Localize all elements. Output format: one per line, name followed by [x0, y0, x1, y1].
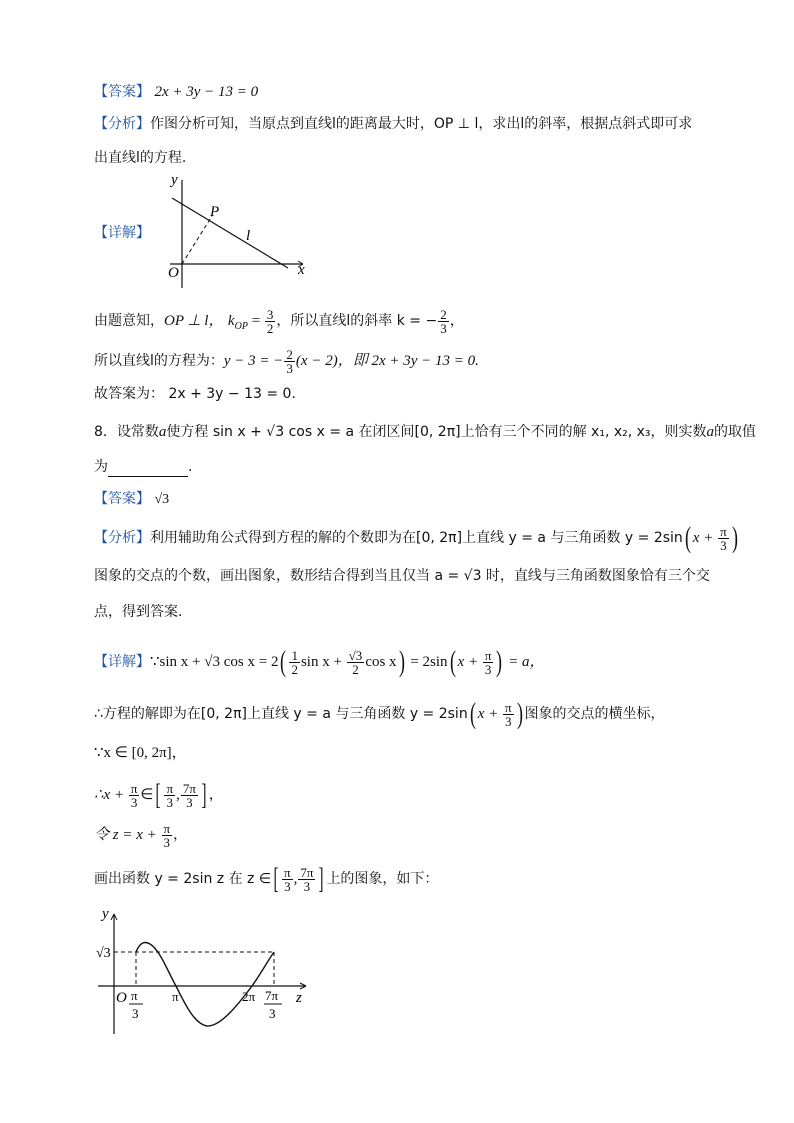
q7-answer-line	[94, 82, 258, 102]
q8-stem-e: 的取值	[714, 424, 757, 440]
left-paren: (	[684, 521, 691, 554]
q7-d1-c: ，所以直线l的斜率 k = −	[276, 313, 438, 329]
q7-d1-k: k	[227, 313, 235, 329]
frac-num: π	[130, 780, 138, 796]
q8-an1-inner: x +	[692, 530, 718, 546]
q8-answer-line	[94, 489, 169, 510]
frac-den: 3	[286, 360, 293, 376]
q8-d2-a: ∴方程的解即为在[0, 2π]上直线 y = a 与三角函数 y = 2sin	[94, 706, 468, 722]
detail-tag: 【详解】	[94, 225, 150, 241]
analysis-tag: 【分析】	[94, 116, 150, 132]
frac-num: π	[166, 780, 174, 796]
q8-d4-in: ∈	[140, 787, 154, 803]
q8-d5-a: 令 z = x +	[94, 827, 161, 843]
answer-tag: 【答案】	[94, 84, 150, 100]
left-bracket: [	[155, 778, 161, 811]
7pi3-num: 7π	[265, 988, 279, 1003]
q7-analysis-text1: 作图分析可知，当原点到直线l的距离最大时，OP ⊥ l，求出l的斜率，根据点斜式即可求	[150, 116, 693, 132]
2pi-label: 2π	[242, 989, 256, 1004]
q8-d1-tail: = a，	[504, 654, 545, 670]
7pi3-den: 3	[269, 1006, 276, 1021]
q8-stem-line1	[94, 422, 756, 442]
frac-pi-3	[162, 822, 173, 849]
q7-d1-b: OP ⊥ l，	[164, 313, 224, 329]
frac-pi-3	[282, 866, 293, 893]
pi3-den: 3	[132, 1006, 139, 1021]
frac-num: π	[504, 699, 512, 715]
origin-label: O	[116, 990, 127, 1006]
pi3-num: π	[131, 988, 138, 1003]
q7-detail-line3	[94, 384, 296, 404]
frac-den: 2	[266, 320, 274, 336]
q8-stem-line2	[94, 457, 192, 477]
frac-3-2	[265, 308, 276, 335]
frac-den: 3	[303, 878, 311, 894]
frac-pi-3	[483, 649, 494, 676]
q8-d4-end: ，	[208, 787, 223, 803]
frac-den: 2	[352, 661, 359, 677]
right-bracket: ]	[318, 862, 324, 895]
line-l	[172, 198, 288, 268]
q7-d1-sub: OP	[234, 320, 248, 332]
point-p-label: P	[210, 204, 220, 220]
q8-d1-a: ∵sin x + √3 cos x = 2	[150, 654, 279, 670]
frac-num: π	[284, 864, 291, 880]
segment-op	[182, 216, 212, 264]
q7-answer: 2x + 3y − 13 = 0	[154, 84, 259, 100]
q7-analysis-line2	[94, 148, 186, 168]
q7-detail-line2	[94, 345, 479, 377]
frac-num: √3	[348, 647, 363, 663]
left-bracket: [	[273, 862, 279, 895]
q8-answer: √3	[154, 492, 170, 507]
analysis-tag: 【分析】	[94, 530, 150, 546]
q8-analysis-line3	[94, 602, 182, 622]
frac-den: 3	[720, 537, 727, 553]
q7-d2-b: y − 3 = −	[223, 353, 284, 369]
q8-d6-a: 画出函数 y = 2sin z 在 z ∈	[94, 871, 272, 887]
sqrt3-label: √3	[96, 946, 111, 961]
answer-tag: 【答案】	[94, 491, 150, 507]
q8-d2-tail: 图象的交点的横坐标，	[524, 706, 665, 722]
right-bracket: ]	[201, 778, 207, 811]
q8-detail-line6: 画出函数 y = 2sin z 在 z ∈[ $\frac{\pi}{3}$ , $\frac{7\pi}{3}$ ] 上的图象，如下：	[94, 862, 439, 895]
right-paren: )	[516, 697, 523, 730]
q7-d3: 故答案为： 2x + 3y − 13 = 0.	[94, 386, 296, 402]
q8-d5-end: ，	[173, 827, 188, 843]
q8-d3: ∵x ∈ [0, 2π]，	[94, 745, 187, 761]
q8-stem-b: a	[158, 424, 167, 440]
answer-blank	[108, 462, 188, 477]
q8-detail-line3	[94, 743, 187, 763]
frac-num: π	[484, 647, 492, 663]
q7-analysis-line1	[94, 114, 692, 134]
q8-analysis-line2	[94, 566, 710, 586]
right-paren: )	[398, 645, 405, 678]
q8-detail-line5	[94, 820, 187, 850]
frac-7pi-3	[298, 866, 315, 893]
detail-tag: 【详解】	[94, 654, 150, 670]
left-paren: (	[469, 697, 476, 730]
q7-d1-d: ，	[449, 313, 464, 329]
q8-an1-a: 利用辅助角公式得到方程的解的个数即为在[0, 2π]上直线 y = a 与三角函数 y = 2sin	[150, 530, 683, 546]
frac-7pi-3	[181, 782, 198, 809]
frac-num: 2	[440, 306, 447, 322]
q8-analysis-line1	[94, 522, 740, 554]
right-paren: )	[496, 645, 503, 678]
q8-d1-in: x +	[457, 654, 482, 670]
frac-pi-3	[503, 701, 514, 728]
frac-num: 1	[291, 647, 298, 663]
origin-label: O	[168, 265, 179, 281]
frac-pi-3	[164, 782, 175, 809]
q7-detail-tag-line	[94, 223, 150, 243]
frac-pi-3	[129, 782, 140, 809]
frac-num: 3	[266, 306, 274, 322]
x-axis-label: x	[298, 262, 305, 278]
frac-num: π	[163, 820, 171, 836]
pi-label: π	[172, 989, 179, 1004]
frac-den: 3	[440, 320, 447, 336]
q8-an3: 点，得到答案.	[94, 604, 183, 620]
frac-num: π	[720, 523, 727, 539]
q7-d1-eq: =	[247, 313, 264, 329]
q7-figure	[160, 170, 310, 292]
right-paren: )	[731, 521, 738, 554]
q8-detail-line4: ∴x + $\frac{\pi}{3}$ ∈[ $\frac{\pi}{3}$ , $\frac{7\pi}{3}$ ] ，	[94, 778, 223, 811]
q8-stem2: 为	[94, 459, 108, 475]
q7-d1-a: 由题意知，	[94, 313, 164, 329]
frac-pi-3	[718, 525, 729, 552]
q8-d4-a: ∴x +	[94, 787, 128, 803]
q8-d2-in: x +	[477, 706, 502, 722]
frac-den: 3	[130, 794, 138, 810]
q7-detail-line1	[94, 305, 464, 343]
q8-d1-mid: sin x +	[300, 654, 346, 670]
frac-den: 3	[284, 878, 291, 894]
frac-num: 2	[286, 346, 293, 362]
q8-detail-line2	[94, 697, 665, 731]
q7-d2-a: 所以直线l的方程为：	[94, 353, 224, 369]
z-axis-label: z	[296, 990, 302, 1006]
q8-d6-end: 上的图象，如下：	[326, 871, 439, 887]
y-axis-label: y	[171, 172, 178, 188]
frac-den: 3	[166, 794, 174, 810]
frac-den: 3	[505, 713, 512, 729]
frac-den: 3	[186, 794, 193, 810]
q8-detail-line1	[94, 645, 545, 679]
frac-num: 7π	[300, 864, 314, 880]
frac-2-3	[284, 348, 295, 375]
q8-d1-eq: = 2sin	[406, 654, 448, 670]
q7-d2-c: (x − 2)，即 2x + 3y − 13 = 0.	[295, 353, 479, 369]
frac-1-2	[289, 649, 300, 676]
frac-den: 2	[291, 661, 298, 677]
frac-r3-2	[347, 649, 365, 676]
sine-curve	[136, 943, 274, 1027]
q8-sine-figure	[94, 902, 324, 1042]
q8-an2: 图象的交点的个数，画出图象，数形结合得到当且仅当 a = √3 时，直线与三角函数图象恰有三个交	[94, 568, 710, 584]
frac-den: 3	[163, 834, 171, 850]
q8-d1-end: cos x	[365, 654, 397, 670]
left-paren: (	[280, 645, 287, 678]
q8-stem-a: 8．设常数	[94, 424, 159, 440]
line-l-label: l	[246, 228, 251, 244]
frac-num: 7π	[182, 780, 196, 796]
y-axis-label: y	[102, 906, 109, 922]
q8-stem-d: a	[706, 424, 715, 440]
q7-analysis-text2: 出直线l的方程.	[94, 150, 187, 166]
left-paren: (	[449, 645, 456, 678]
frac-2-3	[438, 308, 449, 335]
q8-stem2-end: .	[188, 459, 193, 475]
frac-den: 3	[484, 661, 492, 677]
q8-stem-c: 使方程 sin x + √3 cos x = a 在闭区间[0, 2π]上恰有三个不同的解 x₁, x₂, x₃，则实数	[166, 424, 707, 440]
